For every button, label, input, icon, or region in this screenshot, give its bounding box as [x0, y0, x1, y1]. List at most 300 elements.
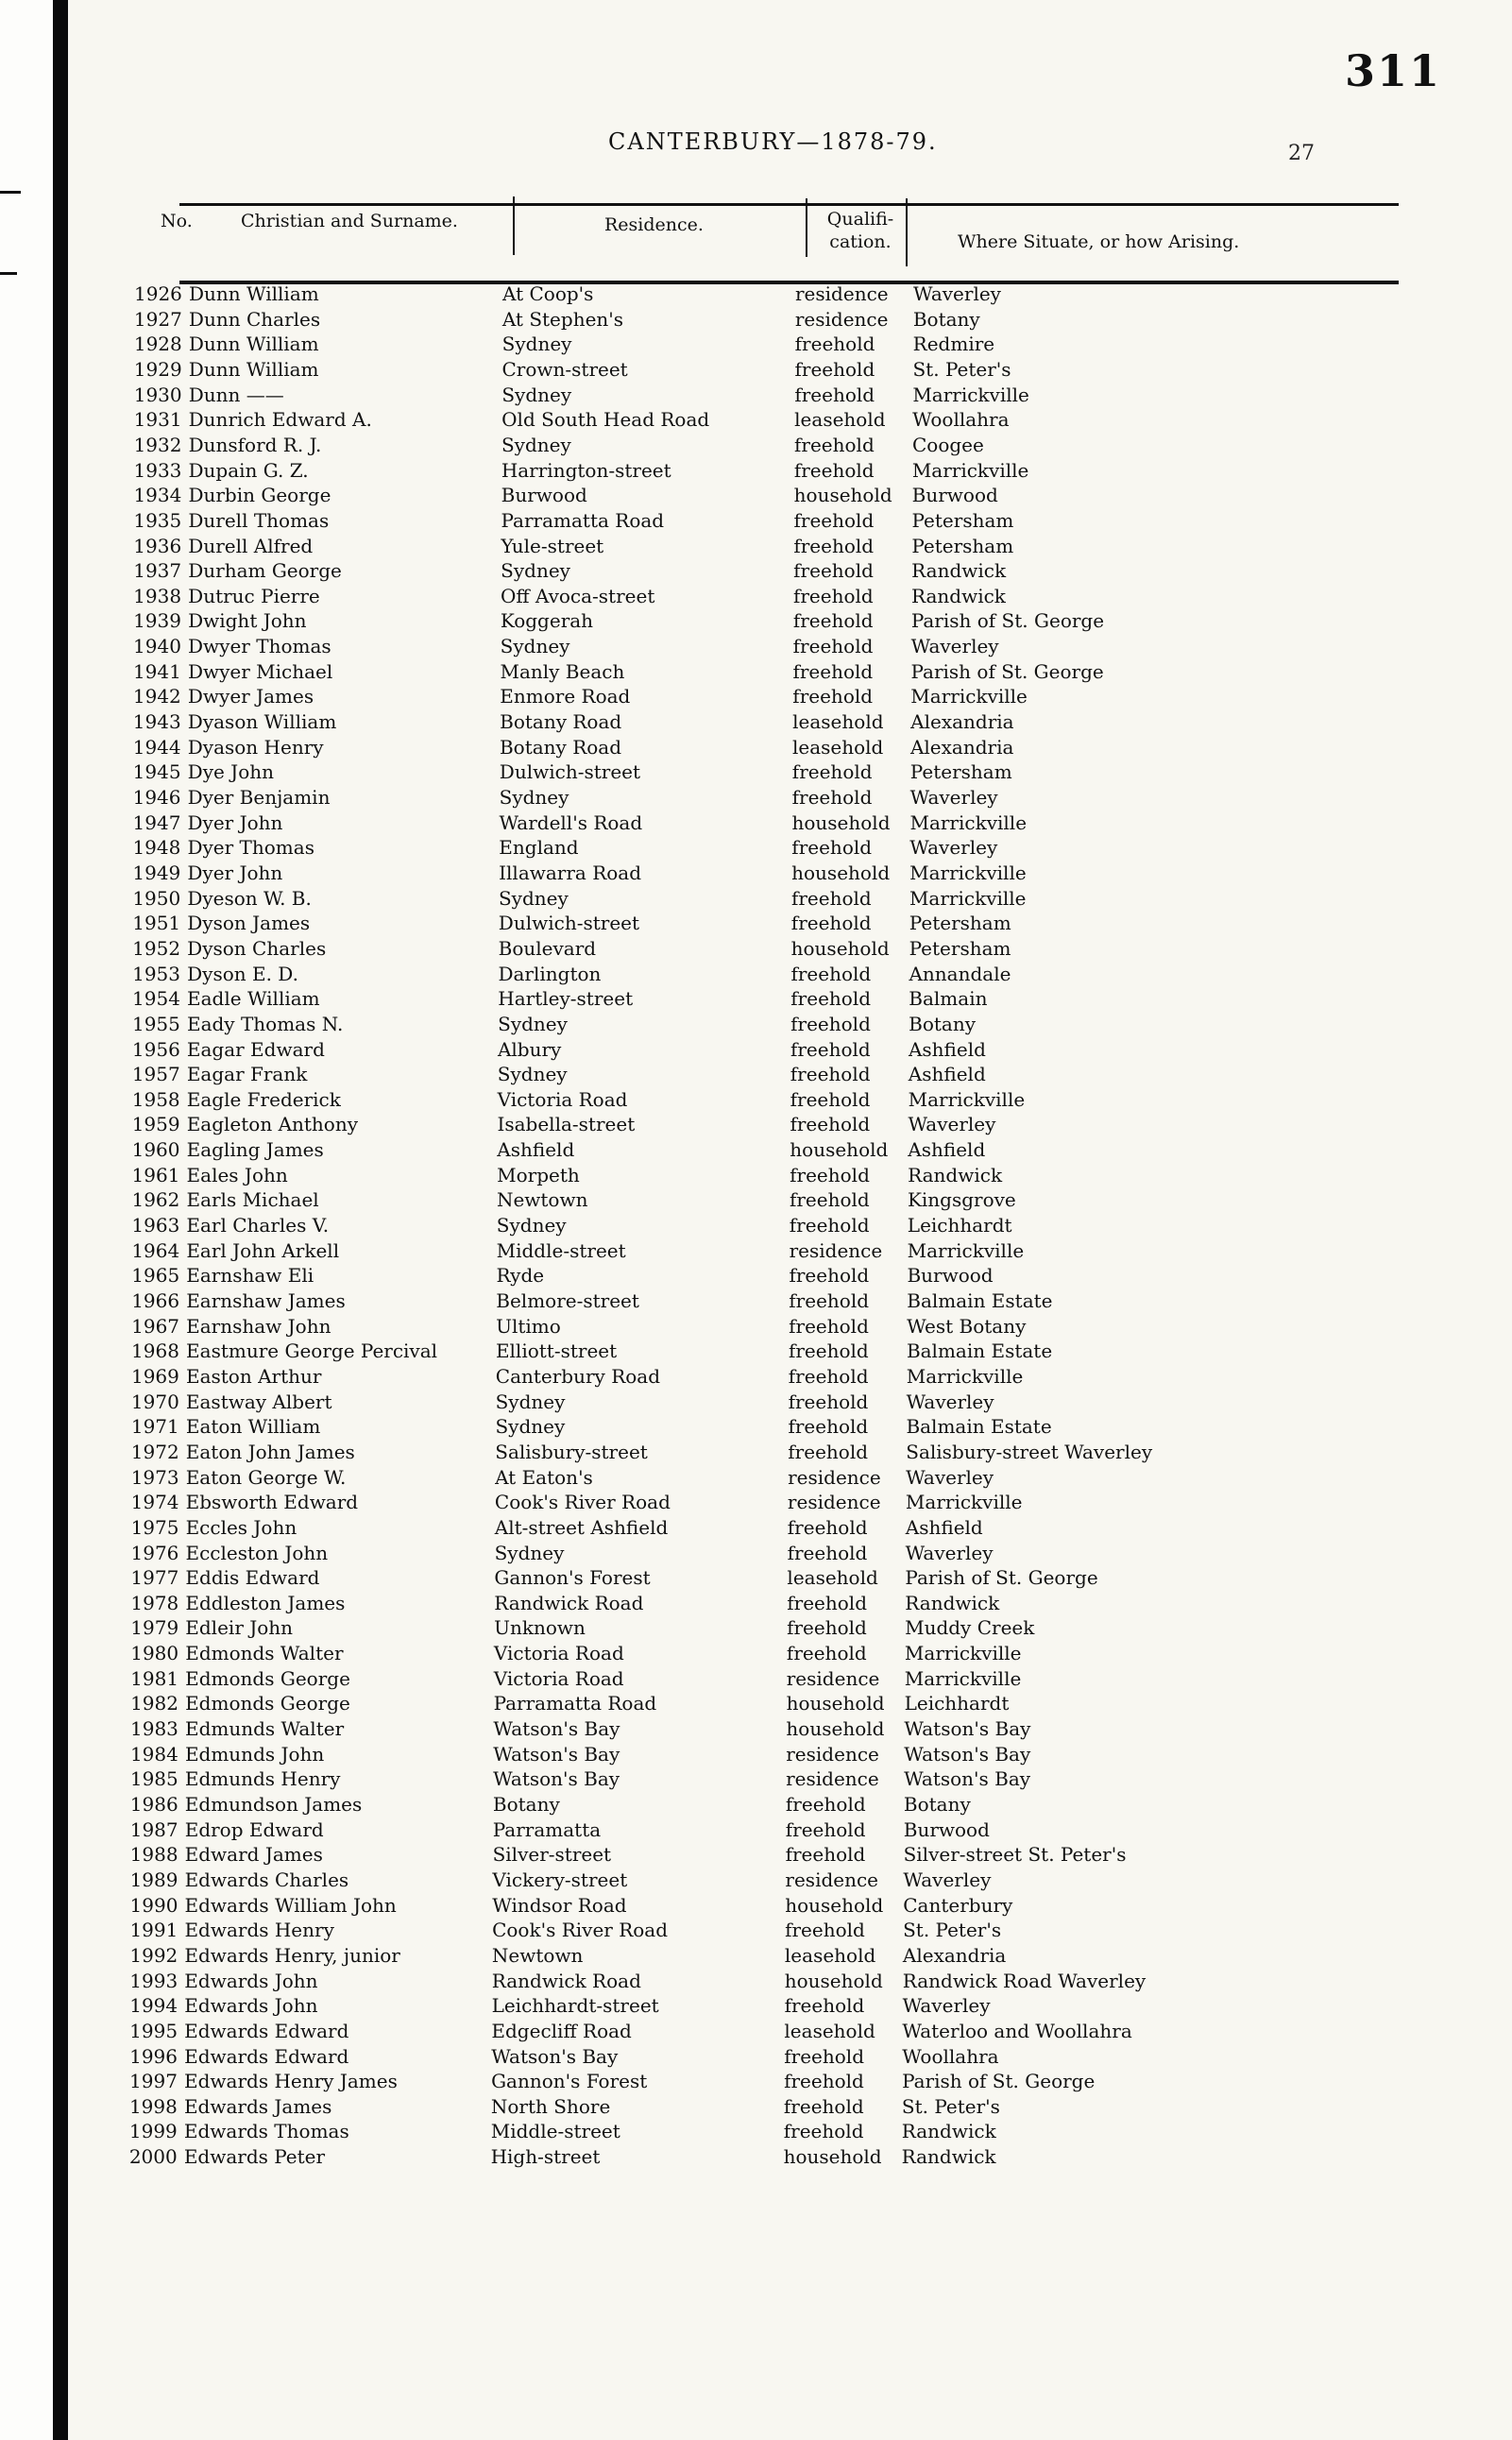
entry-name: Dunn William [188, 333, 319, 356]
entry-number: 1970 [130, 1390, 179, 1413]
entry-residence: Watson's Bay [493, 1742, 620, 1766]
entry-residence: Wardell's Road [499, 810, 643, 834]
entry-number: 1957 [131, 1063, 180, 1086]
binding-shadow [53, 0, 68, 2440]
entry-residence: Isabella-street [497, 1113, 636, 1136]
entry-number: 1946 [132, 786, 181, 809]
entry-name: Dunn —— [188, 383, 284, 406]
entry-number: 1969 [130, 1364, 179, 1388]
entry-residence: Watson's Bay [493, 1717, 620, 1741]
entry-situate: Waverley [909, 836, 998, 860]
entry-number: 1971 [130, 1415, 179, 1439]
entry-residence: Botany Road [499, 735, 622, 759]
entry-residence: Sydney [497, 1063, 568, 1086]
entry-name: Edmunds Walter [185, 1717, 345, 1741]
entry-situate: Randwick [905, 1591, 1000, 1614]
entry-qualification: freehold [790, 886, 872, 910]
entry-name: Edwards James [183, 2094, 332, 2118]
entry-residence: Victoria Road [493, 1666, 624, 1690]
entry-number: 1967 [131, 1314, 180, 1338]
entry-name: Dunn Charles [188, 307, 321, 331]
entry-qualification: freehold [784, 2070, 864, 2093]
table-row [68, 1414, 1512, 1439]
entry-residence: Edgecliff Road [491, 2019, 632, 2042]
entry-residence: Gannon's Forest [491, 2070, 648, 2093]
entry-name: Dwyer Thomas [188, 635, 331, 658]
entry-residence: Crown-street [501, 357, 628, 381]
entry-number: 1948 [132, 836, 181, 860]
entry-situate: Petersham [911, 534, 1014, 557]
entry-residence: North Shore [490, 2094, 611, 2118]
entry-situate: Randwick [911, 559, 1007, 583]
table-row [68, 1641, 1512, 1665]
table-row [68, 282, 1512, 306]
entry-situate: Balmain Estate [906, 1415, 1052, 1439]
entry-qualification: freehold [785, 1817, 866, 1841]
entry-number: 1943 [132, 710, 181, 734]
entry-name: Edwards William John [184, 1893, 397, 1917]
header-situate: Where Situate, or how Arising. [958, 231, 1240, 252]
entry-number: 1956 [131, 1037, 180, 1061]
header-no: No. [161, 211, 193, 231]
entry-name: Edward James [184, 1843, 323, 1867]
entry-situate: Canterbury [903, 1893, 1013, 1917]
entry-situate: West Botany [907, 1314, 1027, 1338]
entry-situate: Marrickville [912, 383, 1029, 406]
entry-situate: Randwick [910, 584, 1006, 607]
entry-situate: Randwick [908, 1163, 1003, 1186]
entry-number: 1996 [129, 2044, 178, 2068]
entry-number: 1942 [132, 685, 181, 708]
entry-residence: Sydney [501, 559, 570, 583]
entry-situate: Alexandria [910, 710, 1014, 734]
entry-name: Edleir John [185, 1616, 294, 1640]
table-row [68, 759, 1512, 784]
entry-situate: Marrickville [909, 810, 1028, 834]
entry-residence: Sydney [500, 635, 570, 658]
entry-residence: Watson's Bay [491, 2044, 619, 2068]
entry-name: Dunsford R. J. [188, 433, 322, 456]
entry-situate: Leichhardt [904, 1692, 1010, 1715]
entry-qualification: freehold [787, 1541, 868, 1564]
entry-qualification: freehold [789, 1188, 870, 1212]
entry-residence: Sydney [494, 1541, 565, 1564]
entry-number: 1938 [133, 584, 182, 607]
entry-name: Dunn William [189, 282, 319, 305]
entry-situate: Petersham [909, 760, 1012, 784]
entry-qualification: freehold [791, 836, 873, 860]
entry-qualification: household [791, 810, 891, 834]
entry-situate: Woollahra [902, 2044, 999, 2068]
entry-number: 1975 [130, 1515, 179, 1539]
entry-number: 2000 [128, 2145, 178, 2169]
entry-residence: Unknown [494, 1616, 586, 1640]
entry-qualification: freehold [787, 1591, 868, 1614]
table-row [68, 1541, 1512, 1565]
table-row [68, 534, 1512, 558]
entry-situate: Waverley [906, 1465, 994, 1489]
entry-name: Dunn William [188, 357, 319, 381]
entry-qualification: freehold [791, 760, 873, 784]
entry-qualification: residence [788, 1465, 881, 1489]
entry-number: 1939 [133, 609, 181, 633]
entry-name: Dwyer James [187, 685, 314, 708]
entry-situate: Randwick [901, 2145, 996, 2169]
entry-qualification: freehold [793, 559, 874, 583]
entry-residence: Alt-street Ashfield [494, 1515, 669, 1539]
table-row [68, 1062, 1512, 1086]
column-divider [513, 196, 515, 255]
entry-qualification: residence [789, 1238, 883, 1262]
entry-residence: Yule-street [501, 534, 604, 557]
entry-qualification: freehold [788, 1364, 869, 1388]
entry-name: Eadle William [187, 987, 320, 1011]
entry-name: Earnshaw James [186, 1289, 346, 1312]
entry-residence: Darlington [498, 962, 602, 985]
entry-residence: Koggerah [500, 609, 594, 633]
entry-qualification: household [790, 936, 890, 960]
entry-qualification: household [784, 1969, 883, 1992]
entry-residence: Victoria Road [497, 1087, 628, 1111]
entry-name: Eagar Frank [186, 1063, 308, 1086]
entry-number: 1988 [129, 1843, 178, 1867]
entry-number: 1974 [130, 1491, 179, 1514]
entry-number: 1997 [129, 2070, 178, 2093]
table-row [68, 861, 1512, 885]
entry-qualification: freehold [790, 1113, 871, 1136]
entry-name: Earl Charles V. [186, 1214, 330, 1237]
entry-name: Edwards Edward [184, 2019, 349, 2042]
entry-residence: Silver-street [492, 1843, 612, 1867]
table-row [68, 1112, 1512, 1136]
table-row [68, 1993, 1512, 2018]
table-row [68, 383, 1512, 407]
entry-name: Edwards Henry [184, 1919, 334, 1942]
folio-stamp: 311 [1345, 45, 1442, 96]
entry-number: 1955 [131, 1012, 180, 1035]
table-row [68, 986, 1512, 1011]
entry-name: Edwards Henry, junior [184, 1943, 400, 1967]
entry-qualification: freehold [790, 1012, 871, 1035]
entry-qualification: freehold [790, 1087, 871, 1111]
entry-situate: Salisbury-street Waverley [906, 1440, 1153, 1463]
entry-qualification: freehold [785, 1793, 866, 1816]
entry-name: Edwards John [184, 1994, 318, 2018]
entry-name: Earls Michael [186, 1188, 319, 1212]
entry-situate: Burwood [903, 1817, 990, 1841]
entry-number: 1978 [130, 1591, 179, 1614]
entry-residence: Boulevard [498, 936, 597, 960]
table-row [68, 1440, 1512, 1464]
column-divider [906, 198, 908, 266]
entry-situate: Marrickville [908, 1087, 1026, 1111]
table-row [68, 1792, 1512, 1817]
entry-name: Durbin George [188, 484, 331, 507]
entry-qualification: leasehold [787, 1566, 878, 1590]
entry-situate: Waverley [908, 1113, 996, 1136]
entry-residence: Parramatta Road [493, 1692, 657, 1715]
table-row [68, 634, 1512, 658]
entry-residence: Sydney [498, 886, 569, 910]
entry-name: Edwards Thomas [183, 2120, 349, 2143]
entry-number: 1935 [133, 508, 182, 532]
table-row [68, 1364, 1512, 1389]
entry-residence: Canterbury Road [495, 1364, 661, 1388]
entry-residence: Sydney [496, 1214, 567, 1237]
table-row [68, 684, 1512, 708]
entry-name: Edmundson James [184, 1793, 363, 1816]
entry-situate: Marrickville [907, 1238, 1025, 1262]
entry-name: Durell Thomas [188, 508, 330, 532]
entry-residence: Enmore Road [500, 685, 631, 708]
binding-mark [0, 272, 17, 275]
table-row [68, 2144, 1512, 2169]
entry-residence: At Coop's [502, 282, 594, 305]
entry-qualification: freehold [792, 659, 874, 683]
entry-qualification: household [790, 1138, 889, 1162]
entry-situate: Marrickville [906, 1364, 1024, 1388]
entry-situate: Ashfield [908, 1138, 986, 1162]
page-number: 27 [1288, 142, 1315, 165]
entry-qualification: freehold [790, 1063, 871, 1086]
entry-name: Dwight John [188, 609, 307, 633]
entry-qualification: household [786, 1717, 885, 1741]
entry-situate: Redmire [912, 333, 995, 356]
entry-situate: Watson's Bay [904, 1742, 1031, 1766]
entry-residence: Elliott-street [495, 1339, 618, 1363]
table-row [68, 1238, 1512, 1263]
table-row [68, 2019, 1512, 2043]
entry-situate: Botany [912, 307, 980, 331]
entry-number: 1987 [129, 1817, 178, 1841]
entry-situate: Waverley [909, 786, 998, 809]
table-row [68, 1515, 1512, 1540]
entry-number: 1968 [131, 1339, 179, 1363]
table-row [68, 2119, 1512, 2143]
entry-number: 1929 [133, 357, 182, 381]
entry-situate: St. Peter's [912, 357, 1011, 381]
table-row [68, 584, 1512, 608]
entry-name: Dunrich Edward A. [188, 408, 372, 432]
entry-qualification: freehold [794, 383, 875, 406]
entry-name: Eagleton Anthony [186, 1113, 359, 1136]
entry-residence: Botany Road [500, 710, 622, 734]
table-row [68, 458, 1512, 483]
table-row [68, 911, 1512, 935]
table-row [68, 1465, 1512, 1490]
entry-residence: Burwood [501, 484, 587, 507]
entry-name: Dupain G. Z. [188, 458, 309, 482]
entry-residence: Newtown [491, 1943, 584, 1967]
entry-residence: High-street [490, 2145, 601, 2169]
entry-qualification: freehold [788, 1415, 869, 1439]
entry-number: 1932 [133, 433, 182, 456]
table-row [68, 1213, 1512, 1237]
entry-qualification: freehold [787, 1616, 867, 1640]
table-row [68, 1390, 1512, 1414]
register-page [68, 0, 1512, 2440]
entry-situate: Petersham [909, 912, 1011, 935]
table-row [68, 1163, 1512, 1187]
entry-residence: Sydney [499, 786, 569, 809]
entry-number: 1966 [131, 1289, 180, 1312]
table-row [68, 1037, 1512, 1062]
entry-number: 1963 [131, 1214, 180, 1237]
entry-qualification: freehold [789, 1314, 869, 1338]
entry-situate: Ashfield [908, 1037, 986, 1061]
table-row [68, 886, 1512, 911]
entry-number: 1952 [132, 936, 181, 960]
entry-situate: Balmain [909, 987, 988, 1011]
table-row [68, 1137, 1512, 1162]
entry-number: 1958 [131, 1087, 180, 1111]
entry-residence: Victoria Road [493, 1642, 624, 1665]
table-row [68, 1842, 1512, 1867]
entry-qualification: residence [785, 1868, 879, 1891]
header-name: Christian and Surname. [241, 211, 458, 231]
entry-qualification: leasehold [784, 1943, 876, 1967]
entry-number: 1941 [132, 659, 181, 683]
entry-name: Edmonds Walter [185, 1642, 344, 1665]
table-row [68, 810, 1512, 835]
column-divider [806, 198, 807, 257]
table-row [68, 1969, 1512, 1993]
entry-residence: Manly Beach [500, 659, 625, 683]
entry-number: 1984 [129, 1742, 178, 1766]
entry-situate: Marrickville [910, 685, 1028, 708]
entry-situate: Coogee [911, 433, 984, 456]
entry-number: 1933 [133, 458, 182, 482]
entry-qualification: freehold [791, 786, 873, 809]
entry-number: 1953 [132, 962, 181, 985]
entry-situate: Muddy Creek [905, 1616, 1035, 1640]
entry-name: Eddis Edward [185, 1566, 320, 1590]
entry-situate: Waverley [913, 282, 1001, 305]
entry-qualification: freehold [785, 1919, 865, 1942]
entry-qualification: leasehold [792, 710, 884, 734]
entry-number: 1965 [131, 1264, 180, 1288]
table-row [68, 1339, 1512, 1363]
entry-number: 1991 [129, 1919, 178, 1942]
entry-qualification: household [785, 1893, 884, 1917]
table-row [68, 508, 1512, 533]
table-row [68, 1666, 1512, 1691]
header-residence: Residence. [604, 214, 704, 235]
entry-residence: Belmore-street [496, 1289, 639, 1312]
entry-number: 1961 [131, 1163, 180, 1186]
entry-number: 1945 [132, 760, 181, 784]
table-row [68, 1766, 1512, 1791]
entry-qualification: freehold [787, 1515, 868, 1539]
entry-residence: Gannon's Forest [494, 1566, 651, 1590]
entry-number: 1990 [129, 1893, 178, 1917]
table-row [68, 2094, 1512, 2119]
entry-qualification: freehold [783, 2120, 864, 2143]
entry-residence: Watson's Bay [493, 1767, 620, 1791]
entry-residence: Parramatta Road [501, 508, 665, 532]
entry-qualification: freehold [790, 1163, 870, 1186]
entry-qualification: freehold [790, 962, 872, 985]
table-row [68, 785, 1512, 810]
entry-name: Eaton George W. [185, 1465, 347, 1489]
entry-qualification: freehold [793, 508, 875, 532]
entry-number: 1962 [131, 1188, 180, 1212]
entry-situate: Marrickville [909, 861, 1027, 884]
entry-number: 1986 [129, 1793, 178, 1816]
entry-number: 1979 [130, 1616, 179, 1640]
table-row [68, 483, 1512, 507]
entry-name: Eady Thomas N. [186, 1012, 344, 1035]
table-row [68, 608, 1512, 633]
entry-qualification: freehold [789, 1214, 870, 1237]
entry-name: Eagle Frederick [186, 1087, 341, 1111]
entry-qualification: household [791, 861, 891, 884]
entry-residence: Parramatta [492, 1817, 602, 1841]
entry-situate: Petersham [909, 936, 1011, 960]
entry-situate: Kingsgrove [907, 1188, 1016, 1212]
entry-residence: Newtown [496, 1188, 588, 1212]
entry-number: 1976 [130, 1541, 179, 1564]
entry-situate: Burwood [911, 484, 998, 507]
entry-name: Dyer Benjamin [187, 786, 331, 809]
entry-residence: At Eaton's [495, 1465, 593, 1489]
entry-name: Edmunds Henry [184, 1767, 341, 1791]
entry-number: 1989 [129, 1868, 178, 1891]
entry-residence: Botany [492, 1793, 560, 1816]
entry-name: Eddleston James [185, 1591, 346, 1614]
entry-residence: Sydney [498, 1012, 568, 1035]
entry-name: Eaton William [185, 1415, 321, 1439]
entry-residence: Dulwich-street [498, 912, 640, 935]
table-row [68, 1742, 1512, 1766]
entry-qualification: freehold [789, 1264, 870, 1288]
entry-number: 1959 [131, 1113, 180, 1136]
table-row [68, 1565, 1512, 1590]
entry-qualification: freehold [785, 1843, 866, 1867]
entry-residence: Ryde [496, 1264, 545, 1288]
entry-number: 1950 [132, 886, 181, 910]
table-row [68, 1263, 1512, 1288]
entry-number: 1995 [129, 2019, 178, 2042]
entry-qualification: freehold [783, 2094, 864, 2118]
entry-situate: St. Peter's [901, 2094, 1000, 2118]
entry-number: 1926 [134, 282, 182, 305]
entry-name: Eastway Albert [185, 1390, 332, 1413]
entry-qualification: freehold [790, 987, 872, 1011]
entry-number: 1999 [128, 2120, 178, 2143]
entry-residence: Sydney [501, 433, 571, 456]
entry-situate: Marrickville [905, 1491, 1023, 1514]
entry-qualification: freehold [792, 635, 874, 658]
page-title: CANTERBURY—1878-79. [608, 128, 938, 155]
entry-number: 1980 [130, 1642, 179, 1665]
entry-name: Earnshaw Eli [186, 1264, 314, 1288]
table-row [68, 1918, 1512, 1942]
table-row [68, 1288, 1512, 1313]
table-row [68, 1691, 1512, 1715]
entry-residence: Cook's River Road [494, 1491, 671, 1514]
table-row [68, 962, 1512, 986]
entry-name: Earnshaw John [186, 1314, 331, 1338]
entry-residence: Vickery-street [492, 1868, 628, 1891]
table-row [68, 709, 1512, 734]
header-qualification: Qualifi- cation. [826, 209, 894, 252]
table-row [68, 1187, 1512, 1212]
table-row [68, 936, 1512, 961]
entry-situate: Ashfield [908, 1063, 986, 1086]
header-top-rule [179, 203, 1399, 206]
table-row [68, 659, 1512, 684]
